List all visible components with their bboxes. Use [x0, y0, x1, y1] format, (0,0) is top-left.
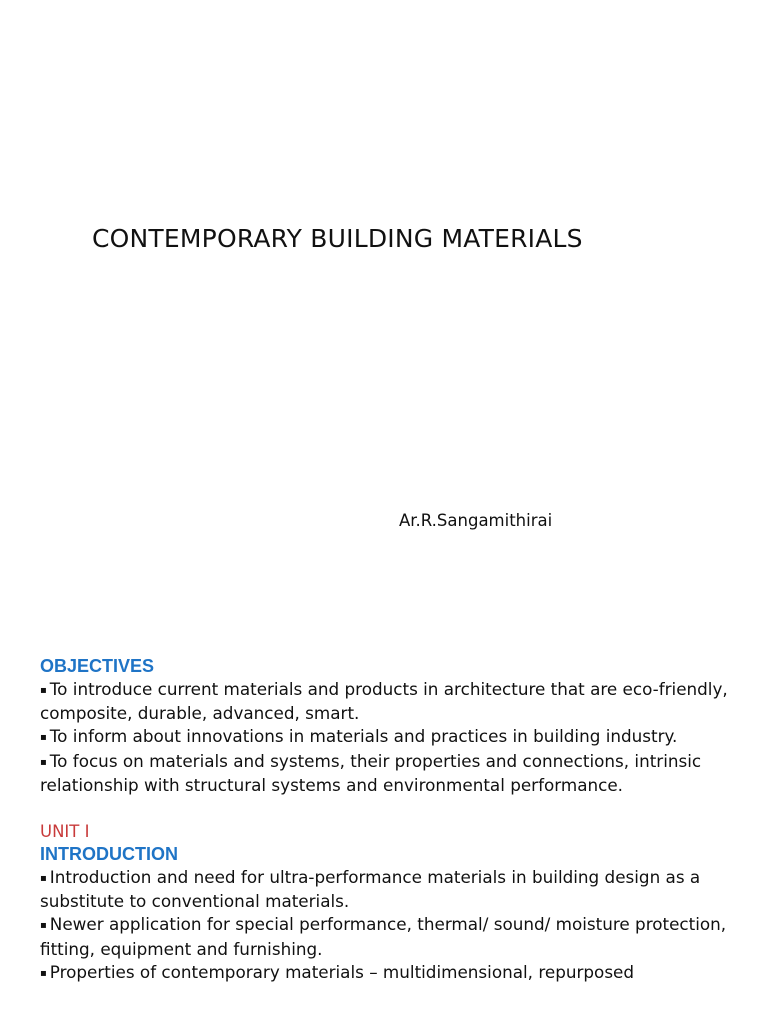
objective-text: To inform about innovations in materials and practices in building industry.: [49, 726, 678, 747]
author-name: Ar.R.Sangamithirai: [399, 511, 553, 530]
objective-text: To introduce current materials and products in architecture that are eco-friendly, composite, durable, advanced, smart.: [40, 679, 728, 724]
section-spacer: [40, 797, 740, 820]
bullet-icon: ▪: [40, 967, 47, 979]
objective-item: [40, 678, 740, 725]
bullet-icon: ▪: [40, 756, 47, 768]
bullet-icon: ▪: [40, 732, 47, 744]
syllabus-content: [40, 655, 740, 985]
bullet-icon: ▪: [40, 685, 47, 696]
unit-label: UNIT I: [40, 822, 90, 842]
objective-item: [40, 750, 740, 797]
bullet-icon: ▪: [40, 873, 47, 885]
unit-item: [40, 913, 740, 960]
unit-item-text: Newer application for special performance, thermal/ sound/ moisture protection, fitting, equipment and furnishing.: [40, 914, 727, 959]
objective-item: [40, 725, 740, 749]
unit-heading: INTRODUCTION: [40, 844, 178, 865]
document-title: CONTEMPORARY BUILDING MATERIALS: [92, 224, 583, 253]
unit-item: [40, 961, 740, 985]
objective-text: To focus on materials and systems, their properties and connections, intrinsic relationship with structural systems and environmental performance.: [40, 750, 702, 795]
unit-item: [40, 866, 740, 913]
bullet-icon: ▪: [40, 920, 47, 932]
unit-item-text: Introduction and need for ultra-performance materials in building design as a substitute to conventional materials.: [40, 867, 701, 912]
objectives-heading: OBJECTIVES: [40, 656, 155, 676]
unit-item-text: Properties of contemporary materials – multidimensional, repurposed: [49, 961, 635, 982]
